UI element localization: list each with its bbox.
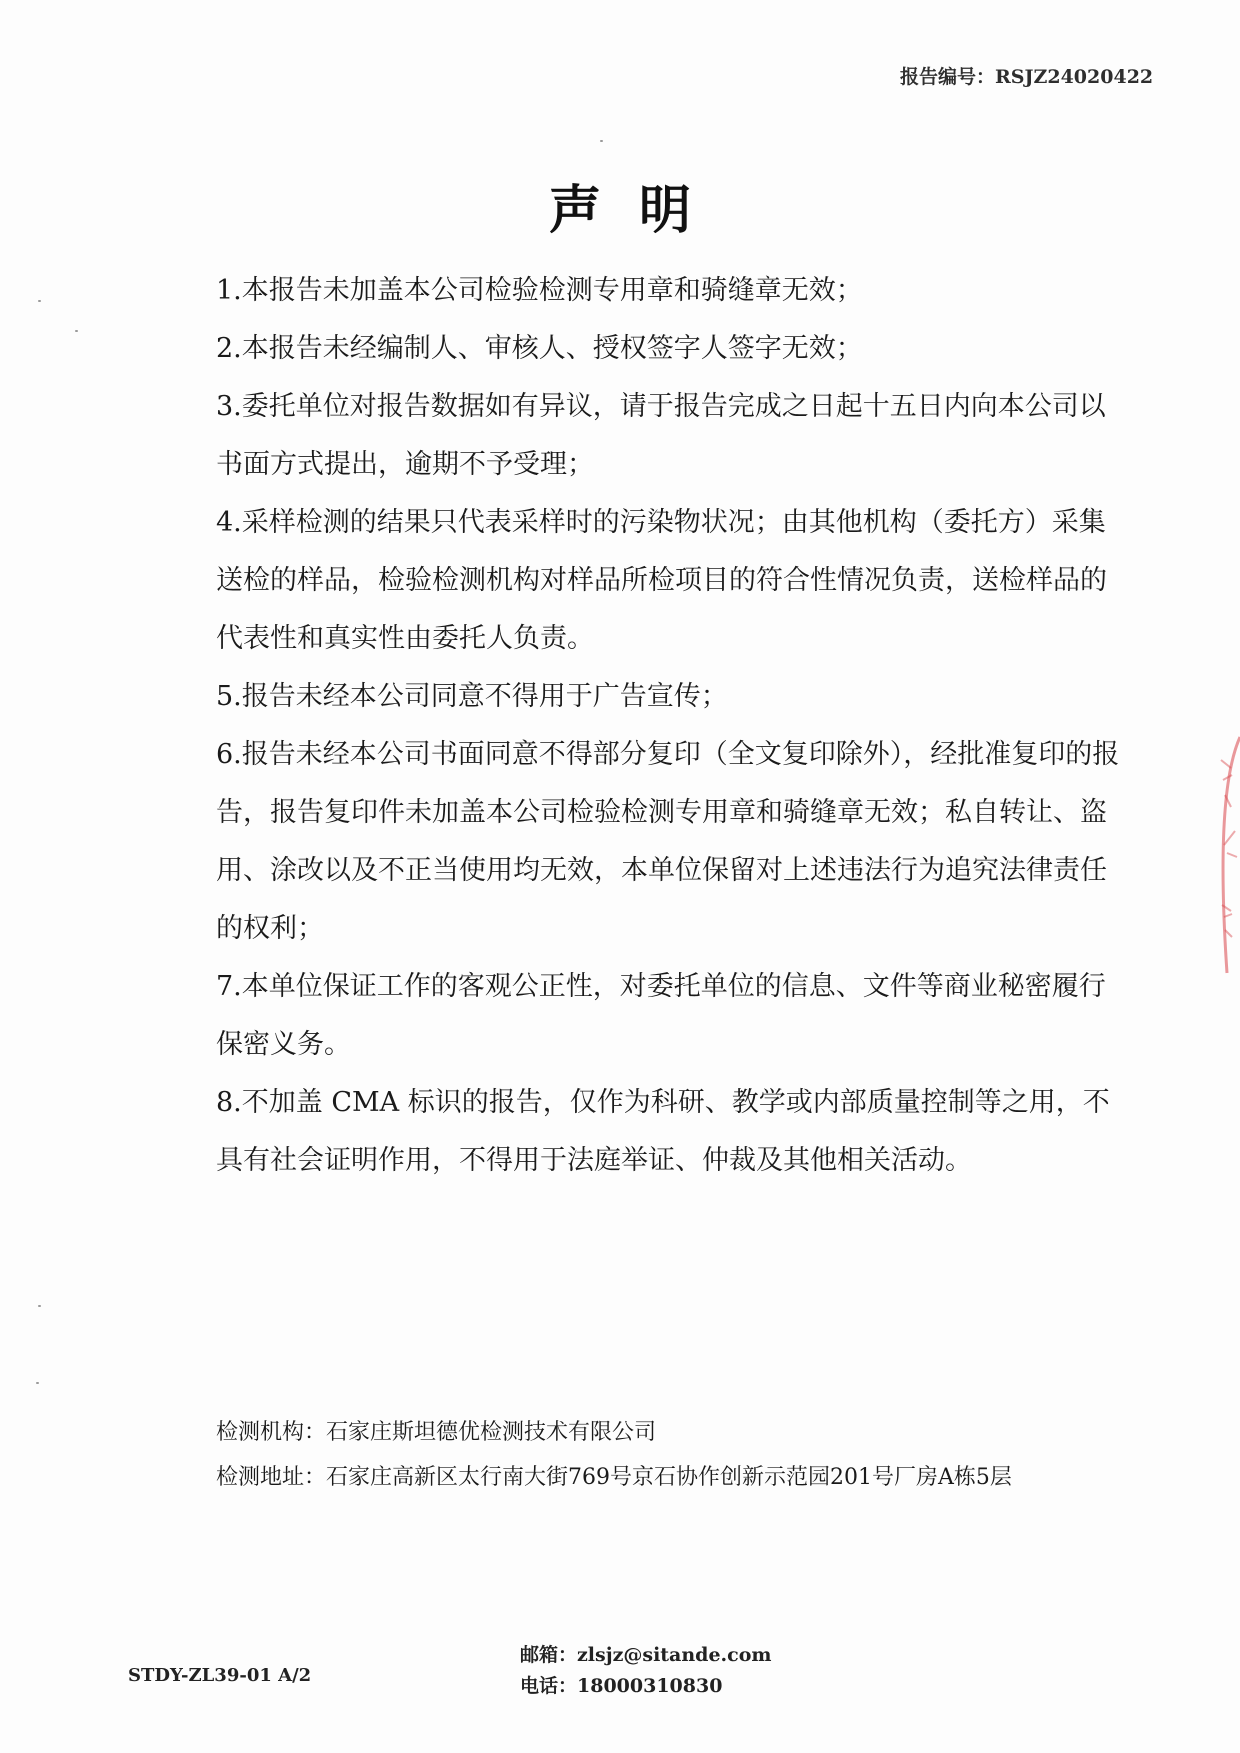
- scan-speck: [36, 1382, 39, 1384]
- report-number: 报告编号：RSJZ24020422: [900, 66, 1154, 88]
- scan-speck: [38, 300, 41, 302]
- statement-list: [216, 262, 1126, 1190]
- scan-speck: [600, 140, 603, 142]
- statement-item: 6.报告未经本公司书面同意不得部分复印（全文复印除外），经批准复印的报告，报告复印件未加盖本公司检验检测专用章和骑缝章无效；私自转让、盗用、涂改以及不正当使用均无效，本单位保留对上述违法行为追究法律责任的权利；: [216, 739, 1120, 944]
- seal-edge-mark: [1215, 735, 1240, 975]
- statement-item: 2.本报告未经编制人、审核人、授权签字人签字无效；: [216, 333, 863, 364]
- institution-name: 检测机构：石家庄斯坦德优检测技术有限公司: [216, 1420, 657, 1445]
- contact-info: [520, 1640, 772, 1702]
- institution-address: 检测地址：石家庄高新区太行南大街769号京石协作创新示范园201号厂房A栋5层: [216, 1465, 1012, 1490]
- seal-edge-glyph: [1224, 831, 1237, 857]
- institution-info: [216, 1410, 1136, 1500]
- page-title: 声明: [548, 180, 729, 241]
- statement-item: 8.不加盖 CMA 标识的报告，仅作为科研、教学或内部质量控制等之用，不具有社会证明作用，不得用于法庭举证、仲裁及其他相关活动。: [216, 1087, 1110, 1176]
- phone-line: 电话：18000310830: [520, 1675, 723, 1697]
- email-line: 邮箱：zlsjz@sitande.com: [520, 1644, 772, 1666]
- statement-item: 7.本单位保证工作的客观公正性，对委托单位的信息、文件等商业秘密履行保密义务。: [216, 971, 1106, 1060]
- seal-edge-glyph: [1221, 760, 1232, 807]
- statement-item: 4.采样检测的结果只代表采样时的污染物状况；由其他机构（委托方）采集送检的样品，检验检测机构对样品所检项目的符合性情况负责，送检样品的代表性和真实性由委托人负责。: [216, 507, 1107, 654]
- statement-item: 5.报告未经本公司同意不得用于广告宣传；: [216, 681, 728, 712]
- form-code: STDY-ZL39-01 A/2: [128, 1665, 312, 1686]
- statement-item: 1.本报告未加盖本公司检验检测专用章和骑缝章无效；: [216, 275, 863, 306]
- scan-speck: [38, 1305, 41, 1307]
- statement-item: 3.委托单位对报告数据如有异议，请于报告完成之日起十五日内向本公司以书面方式提出，逾期不予受理；: [216, 391, 1106, 480]
- scan-speck: [75, 330, 78, 332]
